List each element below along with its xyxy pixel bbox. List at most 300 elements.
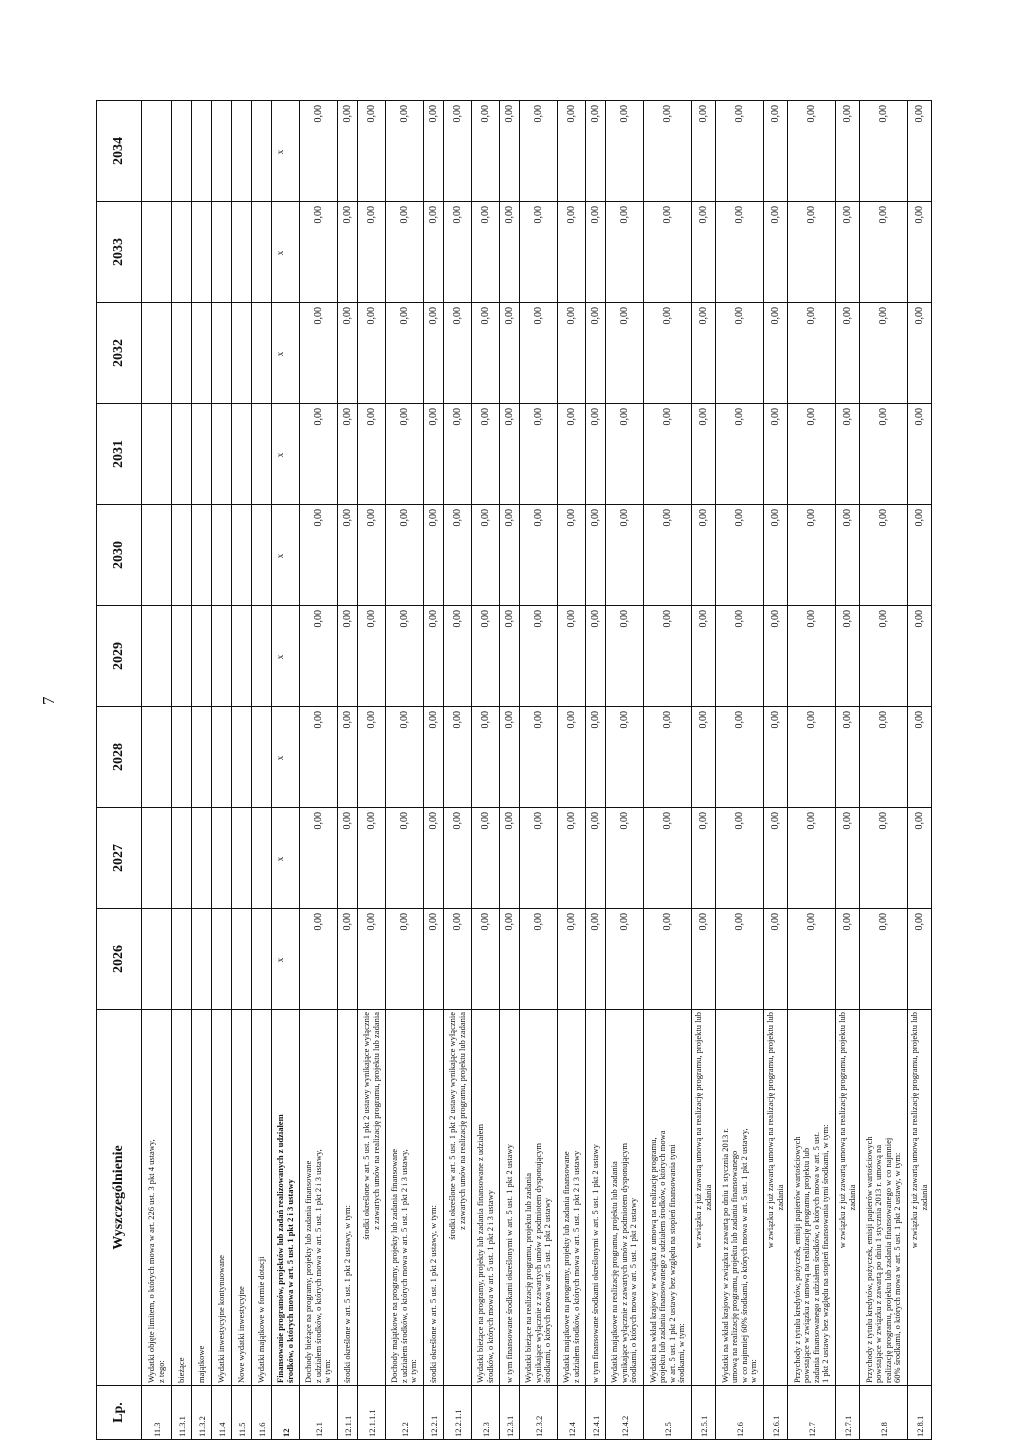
value-cell: 0,00	[358, 505, 386, 606]
table-row	[272, 101, 300, 1440]
value-cell: 0,00	[586, 303, 606, 404]
row-description-line: z udziałem środków, o których mowa w art. 5 ust. 1 pkt 2 i 3 ustawy,	[312, 1149, 323, 1383]
value-cell: 0,00	[424, 505, 444, 606]
row-description-line: powstające w związku z umową na realizację programu, projektu lub	[801, 1147, 812, 1383]
value-cell	[142, 202, 172, 303]
value-cell: 0,00	[424, 909, 444, 1010]
value-cell	[212, 101, 232, 202]
row-lp: 12.5.1	[692, 1386, 716, 1440]
row-description	[500, 1010, 520, 1386]
row-description-line: w tym:	[747, 1359, 758, 1383]
value-cell	[252, 303, 272, 404]
value-cell: 0,00	[500, 909, 520, 1010]
table-row	[788, 101, 836, 1440]
table-row	[300, 101, 338, 1440]
value-cell: 0,00	[300, 707, 338, 808]
row-description-line: z udziałem środków, o których mowa w art. 5 ust. 1 pkt 2 i 3 ustawy	[570, 1150, 581, 1383]
value-cell	[172, 909, 192, 1010]
row-lp: 12.8	[860, 1386, 908, 1440]
value-cell	[172, 606, 192, 707]
description-header: Wyszczególnienie	[97, 1010, 142, 1386]
row-lp: 11.6	[252, 1386, 272, 1440]
year-header: 2026	[97, 909, 142, 1010]
year-header: 2032	[97, 303, 142, 404]
value-cell: 0,00	[444, 404, 472, 505]
row-description-line: wynikające wyłącznie z zawartych umów z podmiotem dysponującym	[532, 1142, 543, 1383]
value-cell: 0,00	[386, 808, 424, 909]
value-cell: 0,00	[908, 303, 932, 404]
value-cell	[252, 707, 272, 808]
value-cell	[172, 808, 192, 909]
row-lp: 12.1.1.1	[358, 1386, 386, 1440]
table-row	[444, 101, 472, 1440]
value-cell: 0,00	[424, 404, 444, 505]
value-cell: 0,00	[338, 404, 358, 505]
value-cell: 0,00	[606, 303, 644, 404]
value-cell: 0,00	[644, 202, 692, 303]
value-cell: x	[272, 808, 300, 909]
row-description	[520, 1010, 558, 1386]
row-lp: 12.7	[788, 1386, 836, 1440]
value-cell: 0,00	[764, 505, 788, 606]
row-description	[192, 1010, 212, 1386]
value-cell: 0,00	[692, 909, 716, 1010]
table-row	[252, 101, 272, 1440]
table-row	[142, 101, 172, 1440]
value-cell: 0,00	[788, 202, 836, 303]
row-lp: 11.3	[142, 1386, 172, 1440]
value-cell: 0,00	[716, 202, 764, 303]
row-description-line: zadania	[918, 1184, 929, 1211]
table-row	[764, 101, 788, 1440]
value-cell	[142, 404, 172, 505]
year-header: 2029	[97, 606, 142, 707]
row-description-line: realizację programu, projektu lub zadania finansowanego w co najmniej	[882, 1137, 893, 1383]
value-cell	[142, 909, 172, 1010]
value-cell: 0,00	[860, 101, 908, 202]
value-cell: 0,00	[444, 808, 472, 909]
value-cell	[192, 808, 212, 909]
value-cell: 0,00	[644, 303, 692, 404]
value-cell: 0,00	[386, 101, 424, 202]
row-description	[472, 1010, 500, 1386]
value-cell: 0,00	[586, 202, 606, 303]
value-cell: 0,00	[386, 606, 424, 707]
row-description-line: w co najmniej 60% środkami, o których mowa w art. 5 ust. 1 pkt 2 ustawy,	[738, 1128, 749, 1383]
value-cell	[252, 404, 272, 505]
value-cell: 0,00	[836, 505, 860, 606]
value-cell: 0,00	[500, 404, 520, 505]
row-description-line: 60% środkami, o których mowa w art. 5 ust. 1 pkt 2 ustawy, w tym:	[891, 1152, 902, 1383]
value-cell: 0,00	[472, 909, 500, 1010]
value-cell: 0,00	[860, 606, 908, 707]
row-lp: 12.6	[716, 1386, 764, 1440]
row-description-line: majątkowe	[195, 1345, 206, 1383]
value-cell: 0,00	[424, 101, 444, 202]
value-cell: 0,00	[386, 707, 424, 808]
row-description-line: Wydatki majątkowe na programy, projekty lub zadania finansowane	[561, 1151, 572, 1383]
row-description	[908, 1010, 932, 1386]
row-description-line: Wydatki majątkowe w formie dotacji	[255, 1256, 266, 1383]
page-number: 7	[39, 696, 58, 705]
row-lp: 12.8.1	[908, 1386, 932, 1440]
row-lp: 12.2	[386, 1386, 424, 1440]
value-cell: 0,00	[386, 202, 424, 303]
row-description-line: w związku z już zawartą umową na realizację programu, projektu lub	[837, 1012, 848, 1249]
value-cell: 0,00	[586, 505, 606, 606]
row-description	[716, 1010, 764, 1386]
value-cell: 0,00	[764, 606, 788, 707]
row-description-line: bieżące	[175, 1357, 186, 1383]
row-description-line: w związku z już zawartą umową na realizację programu, projektu lub	[765, 1012, 776, 1249]
value-cell: 0,00	[558, 101, 586, 202]
table-row	[692, 101, 716, 1440]
value-cell: 0,00	[764, 101, 788, 202]
value-cell: 0,00	[644, 101, 692, 202]
row-lp: 12.4.1	[586, 1386, 606, 1440]
value-cell: 0,00	[358, 808, 386, 909]
value-cell: 0,00	[606, 101, 644, 202]
value-cell: 0,00	[338, 303, 358, 404]
value-cell: 0,00	[788, 303, 836, 404]
row-lp: 11.3.1	[172, 1386, 192, 1440]
value-cell: 0,00	[500, 505, 520, 606]
value-cell: 0,00	[520, 606, 558, 707]
value-cell	[192, 101, 212, 202]
value-cell: 0,00	[716, 707, 764, 808]
value-cell: 0,00	[908, 808, 932, 909]
value-cell: 0,00	[472, 808, 500, 909]
value-cell	[232, 303, 252, 404]
value-cell: 0,00	[520, 909, 558, 1010]
value-cell: 0,00	[500, 606, 520, 707]
table-row	[232, 101, 252, 1440]
row-description-line: Wydatki inwestycyjne kontynuowane	[215, 1255, 226, 1383]
row-description	[860, 1010, 908, 1386]
row-lp: 12.1	[300, 1386, 338, 1440]
value-cell: 0,00	[444, 202, 472, 303]
value-cell	[232, 202, 252, 303]
value-cell: 0,00	[300, 202, 338, 303]
value-cell	[172, 707, 192, 808]
value-cell: 0,00	[716, 808, 764, 909]
row-description-line: środki określone w art. 5 ust. 1 pkt 2 ustawy, w tym:	[427, 1205, 438, 1383]
value-cell: 0,00	[764, 808, 788, 909]
value-cell: 0,00	[520, 707, 558, 808]
value-cell: 0,00	[764, 909, 788, 1010]
row-description-line: środkami, o których mowa w art. 5 ust. 1 pkt 2 ustawy	[628, 1197, 639, 1383]
row-lp: 12	[272, 1386, 300, 1440]
row-description	[764, 1010, 788, 1386]
value-cell: 0,00	[500, 707, 520, 808]
value-cell	[212, 808, 232, 909]
value-cell	[192, 909, 212, 1010]
table-row	[500, 101, 520, 1440]
value-cell: 0,00	[860, 808, 908, 909]
row-description-line: z tego:	[155, 1360, 166, 1383]
row-description-line: Wydatki bieżące na programy, projekty lub zadania finansowane z udziałem	[475, 1123, 486, 1383]
value-cell: 0,00	[606, 505, 644, 606]
value-cell	[142, 505, 172, 606]
table-row	[860, 101, 908, 1440]
value-cell: 0,00	[908, 404, 932, 505]
value-cell: 0,00	[558, 404, 586, 505]
row-description-line: zadania	[702, 1184, 713, 1211]
table-body	[142, 101, 932, 1440]
value-cell: 0,00	[860, 303, 908, 404]
value-cell	[252, 202, 272, 303]
value-cell	[252, 909, 272, 1010]
value-cell	[142, 808, 172, 909]
value-cell: 0,00	[444, 303, 472, 404]
header-row	[97, 101, 142, 1440]
value-cell: 0,00	[860, 404, 908, 505]
row-description-line: z zawartych umów na realizację programu, projektu lub zadania	[456, 1012, 467, 1230]
year-header: 2028	[97, 707, 142, 808]
value-cell	[142, 303, 172, 404]
row-description	[558, 1010, 586, 1386]
value-cell: 0,00	[444, 707, 472, 808]
row-description-line: w art. 5 ust. 1 pkt 2 ustawy bez względu na stopień finansowania tymi	[666, 1144, 677, 1383]
year-header: 2033	[97, 202, 142, 303]
row-description-line: środkami, w tym:	[675, 1323, 686, 1383]
value-cell: 0,00	[788, 404, 836, 505]
row-description-line: w związku z już zawartą umową na realizację programu, projektu lub	[909, 1012, 920, 1249]
row-description-line: w związku z już zawartą umową na realizację programu, projektu lub	[693, 1012, 704, 1249]
value-cell: 0,00	[472, 707, 500, 808]
value-cell	[192, 505, 212, 606]
value-cell: 0,00	[606, 606, 644, 707]
value-cell: x	[272, 606, 300, 707]
value-cell: 0,00	[558, 303, 586, 404]
value-cell: 0,00	[764, 202, 788, 303]
row-description-line: środki określone w art. 5 ust. 1 pkt 2 ustawy wynikające wyłącznie	[361, 1012, 372, 1240]
value-cell: 0,00	[716, 909, 764, 1010]
row-description-line: w tym:	[322, 1359, 333, 1383]
year-header: 2031	[97, 404, 142, 505]
value-cell: 0,00	[500, 303, 520, 404]
value-cell: 0,00	[644, 404, 692, 505]
financial-forecast-table-rotated	[96, 100, 964, 1440]
row-description-line: zadania finansowanego z udziałem środków, o których mowa w art. 5 ust.	[810, 1131, 821, 1383]
row-description-line: środki określone w art. 5 ust. 1 pkt 2 ustawy wynikające wyłącznie	[447, 1012, 458, 1240]
table-row	[908, 101, 932, 1440]
table-row	[386, 101, 424, 1440]
value-cell	[212, 303, 232, 404]
value-cell: 0,00	[644, 909, 692, 1010]
value-cell: 0,00	[586, 606, 606, 707]
value-cell	[192, 303, 212, 404]
value-cell	[192, 606, 212, 707]
value-cell: 0,00	[424, 707, 444, 808]
financial-forecast-table	[96, 100, 932, 1440]
value-cell: 0,00	[386, 909, 424, 1010]
value-cell	[232, 909, 252, 1010]
table-row	[212, 101, 232, 1440]
value-cell: 0,00	[836, 202, 860, 303]
value-cell: 0,00	[836, 606, 860, 707]
value-cell: 0,00	[644, 808, 692, 909]
row-description	[300, 1010, 338, 1386]
value-cell: 0,00	[300, 101, 338, 202]
value-cell	[172, 202, 192, 303]
value-cell: 0,00	[300, 505, 338, 606]
value-cell	[232, 707, 252, 808]
value-cell: 0,00	[586, 909, 606, 1010]
table-row	[606, 101, 644, 1440]
lp-header: Lp.	[97, 1386, 142, 1440]
value-cell: 0,00	[558, 707, 586, 808]
row-description-line: Przychody z tytułu kredytów, pożyczek, emisji papierów wartościowych	[863, 1136, 874, 1383]
value-cell: 0,00	[692, 303, 716, 404]
value-cell: 0,00	[716, 101, 764, 202]
value-cell: 0,00	[716, 303, 764, 404]
value-cell: 0,00	[788, 808, 836, 909]
value-cell: 0,00	[606, 808, 644, 909]
value-cell	[172, 303, 192, 404]
value-cell	[172, 404, 192, 505]
row-description-line: środków, o których mowa w art. 5 ust. 1 pkt 2 i 3 ustawy	[284, 1179, 295, 1383]
value-cell: 0,00	[444, 505, 472, 606]
row-description-line: w tym:	[408, 1359, 419, 1383]
value-cell	[142, 101, 172, 202]
value-cell: 0,00	[300, 606, 338, 707]
value-cell: 0,00	[836, 909, 860, 1010]
value-cell	[172, 101, 192, 202]
value-cell: 0,00	[908, 202, 932, 303]
value-cell: 0,00	[444, 909, 472, 1010]
value-cell	[212, 202, 232, 303]
value-cell: 0,00	[358, 202, 386, 303]
row-description	[444, 1010, 472, 1386]
value-cell: 0,00	[558, 808, 586, 909]
table-row	[172, 101, 192, 1440]
value-cell: 0,00	[520, 505, 558, 606]
row-description	[788, 1010, 836, 1386]
row-description	[424, 1010, 444, 1386]
row-description	[172, 1010, 192, 1386]
row-lp: 12.3.1	[500, 1386, 520, 1440]
value-cell: 0,00	[860, 707, 908, 808]
row-description	[692, 1010, 716, 1386]
value-cell	[232, 808, 252, 909]
year-header: 2034	[97, 101, 142, 202]
value-cell: 0,00	[472, 404, 500, 505]
row-lp: 12.7.1	[836, 1386, 860, 1440]
year-header: 2030	[97, 505, 142, 606]
row-lp: 12.4.2	[606, 1386, 644, 1440]
value-cell: 0,00	[520, 404, 558, 505]
value-cell	[212, 707, 232, 808]
row-description	[142, 1010, 172, 1386]
value-cell	[172, 505, 192, 606]
value-cell: 0,00	[692, 404, 716, 505]
value-cell: 0,00	[836, 303, 860, 404]
value-cell: 0,00	[424, 303, 444, 404]
value-cell: x	[272, 303, 300, 404]
row-lp: 12.3.2	[520, 1386, 558, 1440]
row-description-line: Wydatki objęte limitem, o których mowa w art. 226 ust. 3 pkt 4 ustawy,	[146, 1139, 157, 1383]
row-description-line: Przychody z tytułu kredytów, pożyczek, emisji papierów wartościowych	[791, 1136, 802, 1383]
value-cell	[252, 606, 272, 707]
row-description-line: zadania	[774, 1184, 785, 1211]
value-cell: 0,00	[836, 101, 860, 202]
value-cell: 0,00	[860, 909, 908, 1010]
value-cell: 0,00	[358, 101, 386, 202]
row-lp: 12.3	[472, 1386, 500, 1440]
value-cell: 0,00	[764, 404, 788, 505]
value-cell: 0,00	[472, 606, 500, 707]
value-cell: 0,00	[558, 505, 586, 606]
row-description	[644, 1010, 692, 1386]
value-cell: 0,00	[692, 808, 716, 909]
value-cell: 0,00	[586, 707, 606, 808]
value-cell	[212, 606, 232, 707]
value-cell: 0,00	[558, 606, 586, 707]
row-description-line: w tym finansowane środkami określonymi w art. 5 ust. 1 pkt 2 ustawy	[503, 1144, 514, 1383]
value-cell	[232, 404, 252, 505]
value-cell: 0,00	[424, 606, 444, 707]
row-description-line: środki określone w art. 5 ust. 1 pkt 2 ustawy, w tym:	[341, 1205, 352, 1383]
value-cell: 0,00	[558, 909, 586, 1010]
table-row	[716, 101, 764, 1440]
value-cell: 0,00	[644, 707, 692, 808]
row-description-line: zadania	[846, 1184, 857, 1211]
row-description-line: Wydatki na wkład krajowy w związku z umową na realizację programu,	[647, 1137, 658, 1383]
value-cell: 0,00	[338, 909, 358, 1010]
value-cell: 0,00	[444, 606, 472, 707]
row-description	[586, 1010, 606, 1386]
row-description-line: środkami, o których mowa w art. 5 ust. 1 pkt 2 ustawy	[542, 1197, 553, 1383]
value-cell: 0,00	[908, 707, 932, 808]
value-cell: 0,00	[358, 909, 386, 1010]
value-cell: 0,00	[386, 505, 424, 606]
value-cell: 0,00	[520, 303, 558, 404]
value-cell: 0,00	[500, 808, 520, 909]
row-description-line: wynikające wyłącznie z zawartych umów z podmiotem dysponującym	[618, 1142, 629, 1383]
row-lp: 11.4	[212, 1386, 232, 1440]
value-cell: 0,00	[500, 101, 520, 202]
value-cell	[232, 606, 252, 707]
value-cell	[192, 202, 212, 303]
value-cell	[252, 808, 272, 909]
table-row	[558, 101, 586, 1440]
value-cell: 0,00	[788, 606, 836, 707]
value-cell	[232, 505, 252, 606]
row-lp: 12.2.1.1	[444, 1386, 472, 1440]
value-cell: 0,00	[716, 606, 764, 707]
row-description-line: środków, o których mowa w art. 5 ust. 1 pkt 2 i 3 ustawy	[484, 1189, 495, 1383]
row-description	[252, 1010, 272, 1386]
value-cell: 0,00	[606, 707, 644, 808]
value-cell: 0,00	[606, 909, 644, 1010]
row-description-line: powstające w związku z zawartą po dniu 1 stycznia 2013 r. umową na	[873, 1144, 884, 1383]
value-cell: 0,00	[908, 909, 932, 1010]
value-cell: 0,00	[424, 202, 444, 303]
value-cell: 0,00	[338, 808, 358, 909]
row-description-line: 1 pkt 2 ustawy bez względu na stopień finansowania tymi środkami, w tym:	[819, 1124, 830, 1383]
value-cell: 0,00	[586, 101, 606, 202]
row-lp: 12.6.1	[764, 1386, 788, 1440]
row-description	[836, 1010, 860, 1386]
value-cell: 0,00	[788, 505, 836, 606]
value-cell: 0,00	[472, 101, 500, 202]
value-cell: 0,00	[338, 202, 358, 303]
row-description-line: Wydatki bieżące na realizację programu, projektu lub zadania	[523, 1173, 534, 1383]
value-cell: 0,00	[300, 909, 338, 1010]
value-cell: 0,00	[644, 606, 692, 707]
value-cell	[142, 606, 172, 707]
